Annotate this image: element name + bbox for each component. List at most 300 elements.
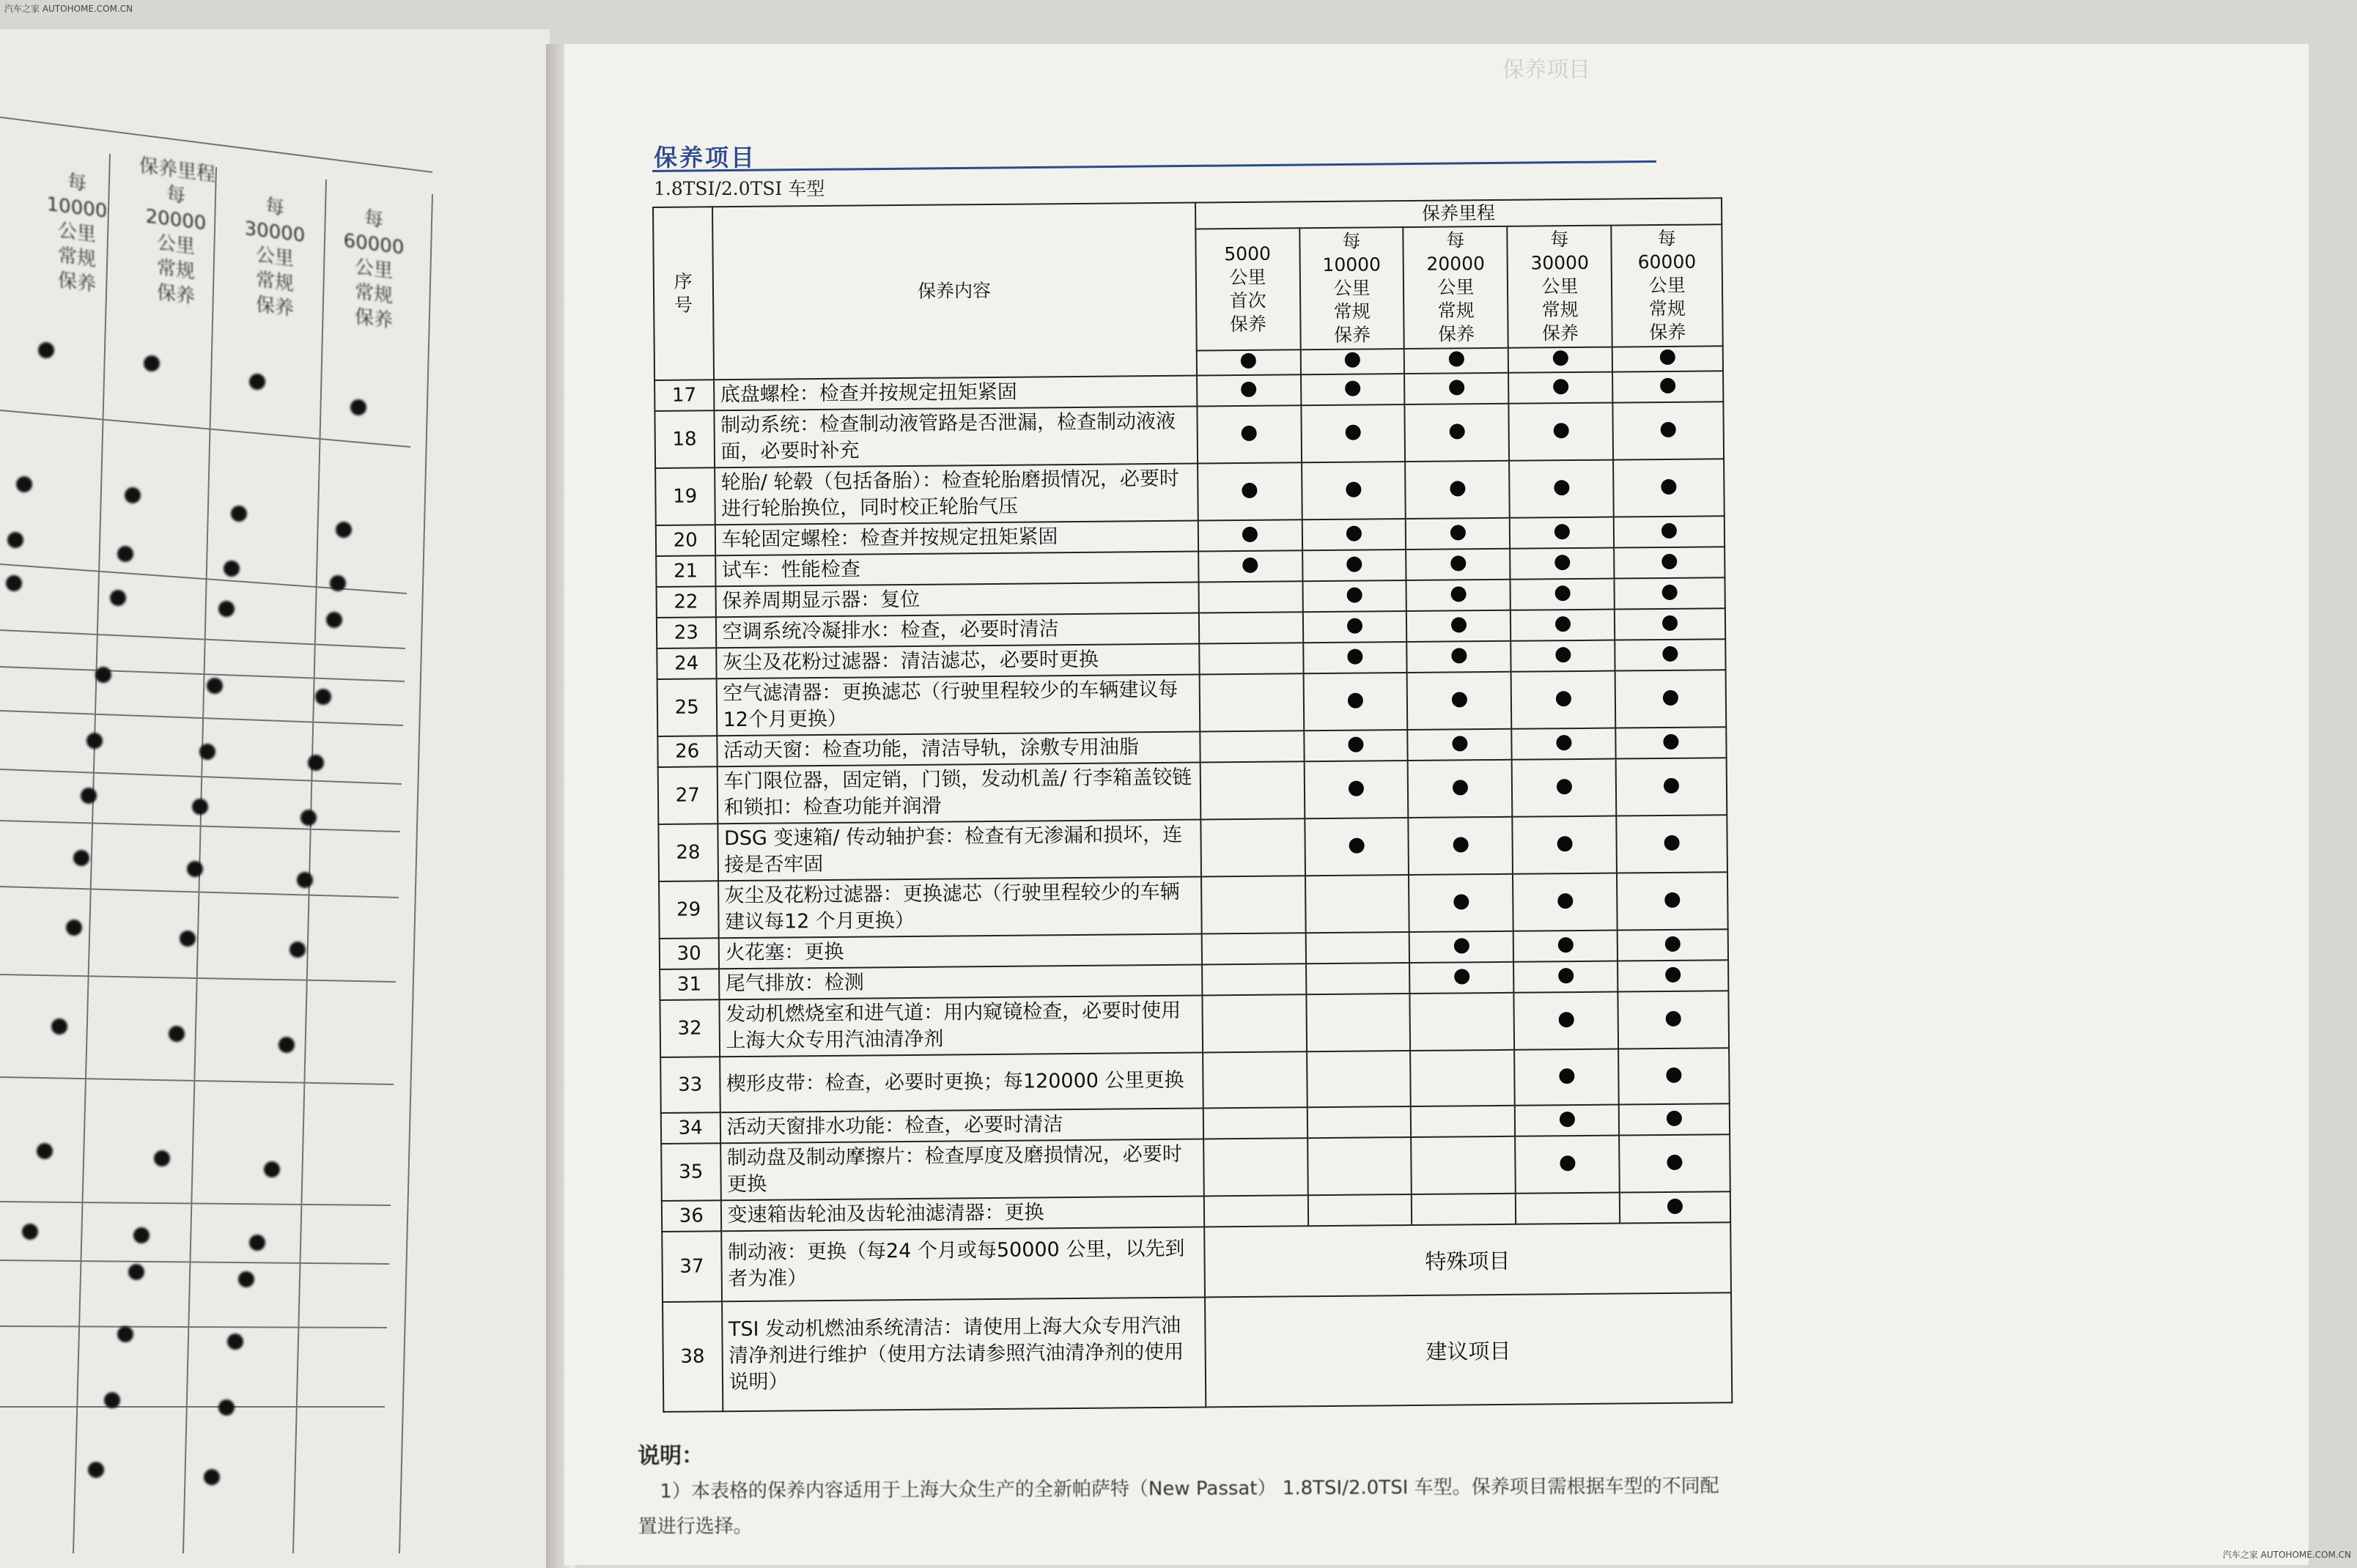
- mark-cell: [1515, 1105, 1619, 1136]
- row-note: 特殊项目: [1204, 1222, 1731, 1297]
- left-page-dot: [279, 1037, 295, 1053]
- mark-cell: [1304, 730, 1408, 761]
- mark-cell: [1617, 872, 1727, 930]
- bullet-mark-icon: [1345, 352, 1360, 368]
- row-content: 楔形皮带：检查，必要时更换；每120000 公里更换: [720, 1052, 1203, 1112]
- table-row: [654, 402, 1724, 468]
- mark-cell: [1613, 402, 1724, 459]
- bullet-mark-icon: [1558, 937, 1574, 953]
- left-page-dot: [51, 1018, 67, 1035]
- header-mark-cell: [1300, 349, 1404, 374]
- mark-cell: [1511, 671, 1616, 729]
- mark-cell: [1305, 818, 1409, 876]
- bullet-mark-icon: [1242, 526, 1258, 541]
- mark-cell: [1411, 1106, 1515, 1137]
- bullet-mark-icon: [1556, 735, 1571, 750]
- table-row: [660, 1048, 1730, 1113]
- left-page-dot: [88, 1462, 104, 1478]
- mark-cell: [1620, 1191, 1730, 1223]
- bullet-mark-icon: [1664, 733, 1679, 749]
- table-row: [657, 670, 1727, 736]
- left-page-dot: [7, 532, 23, 548]
- mark-cell: [1616, 727, 1727, 758]
- mark-cell: [1199, 673, 1304, 731]
- mark-cell: [1405, 373, 1509, 404]
- mark-cell: [1203, 1107, 1307, 1139]
- mark-cell: [1305, 932, 1409, 964]
- row-content: 车门限位器，固定销，门锁，发动机盖/ 行李箱盖铰链和锁扣：检查功能并润滑: [717, 763, 1200, 824]
- mark-cell: [1200, 731, 1304, 762]
- left-page-dot: [16, 476, 32, 492]
- bullet-mark-icon: [1242, 557, 1258, 572]
- left-page-dot: [207, 678, 223, 694]
- bullet-mark-icon: [1661, 478, 1676, 494]
- header-mark-cell: [1196, 350, 1300, 375]
- row-content: 发动机燃烧室和进气道：用内窥镜检查，必要时使用上海大众专用汽油清净剂: [719, 995, 1203, 1057]
- mark-cell: [1408, 729, 1512, 761]
- mark-cell: [1408, 760, 1513, 818]
- bullet-mark-icon: [1452, 736, 1467, 751]
- row-content: 火花塞：更换: [718, 933, 1201, 969]
- left-page-dot: [73, 850, 89, 866]
- mark-cell: [1410, 993, 1515, 1051]
- mark-cell: [1512, 759, 1617, 817]
- left-page-dot: [224, 561, 240, 577]
- bullet-mark-icon: [1454, 969, 1469, 984]
- row-content: 变速箱齿轮油及齿轮油滤清器：更换: [720, 1196, 1203, 1231]
- mark-cell: [1410, 962, 1514, 994]
- left-page-dot: [86, 733, 103, 749]
- bullet-mark-icon: [1241, 353, 1256, 369]
- mark-cell: [1511, 610, 1615, 641]
- mark-cell: [1198, 581, 1302, 613]
- bullet-mark-icon: [1560, 1155, 1575, 1171]
- maintenance-table-wrapper: [652, 197, 1733, 1417]
- bullet-mark-icon: [1348, 736, 1363, 752]
- row-number: 29: [659, 881, 718, 939]
- bullet-mark-icon: [1667, 1110, 1682, 1125]
- bullet-mark-icon: [1449, 380, 1464, 395]
- left-page-dot: [289, 942, 306, 958]
- row-number: 37: [662, 1231, 721, 1302]
- row-content: 活动天窗排水功能：检查，必要时清洁: [720, 1108, 1203, 1143]
- left-page-dot: [37, 1143, 53, 1159]
- bullet-mark-icon: [1667, 1067, 1682, 1082]
- header-mileage-group: 保养里程: [1195, 198, 1722, 229]
- left-page-dot: [249, 374, 265, 390]
- mark-cell: [1513, 931, 1618, 962]
- mark-cell: [1510, 460, 1615, 518]
- left-page-dot: [199, 744, 215, 760]
- maintenance-table: [652, 197, 1733, 1413]
- bullet-mark-icon: [1450, 555, 1466, 571]
- row-content: 车轮固定螺栓：检查并按规定扭矩紧固: [715, 521, 1198, 556]
- row-number: 20: [656, 525, 715, 556]
- mark-cell: [1405, 404, 1510, 462]
- left-page: [0, 29, 550, 1568]
- mark-cell: [1198, 462, 1302, 520]
- table-row: [658, 815, 1727, 881]
- left-page-dot: [218, 1399, 235, 1416]
- mark-cell: [1199, 643, 1303, 674]
- left-page-dot: [117, 1326, 133, 1342]
- mark-cell: [1409, 874, 1513, 932]
- mark-cell: [1612, 371, 1723, 402]
- mark-cell: [1303, 642, 1407, 673]
- left-page-dot: [350, 399, 366, 415]
- row-content: 空气滤清器：更换滤芯（行驶里程较少的车辆建议每12个月更换）: [716, 675, 1200, 736]
- row-content: 轮胎/ 轮毂（包括备胎）：检查轮胎磨损情况，必要时进行轮胎换位，同时校正轮胎气压: [715, 464, 1198, 525]
- row-number: 28: [658, 824, 718, 881]
- row-content: TSI 发动机燃油系统清洁：请使用上海大众专用汽油清净剂进行维护（使用方法请参照汽油清净剂的使用说明）: [722, 1297, 1206, 1411]
- header-content: 保养内容: [712, 203, 1197, 380]
- bullet-mark-icon: [1554, 524, 1570, 539]
- row-number: 17: [654, 380, 714, 411]
- mark-cell: [1618, 929, 1728, 961]
- bullet-mark-icon: [1554, 423, 1569, 438]
- row-number: 23: [657, 617, 716, 648]
- mark-cell: [1511, 579, 1615, 610]
- mark-cell: [1307, 1051, 1412, 1107]
- left-page-col: 每 10000 公里 常规 保养: [46, 171, 108, 297]
- row-content: 制动系统：检查制动液管路是否泄漏，检查制动液液面，必要时补充: [714, 407, 1198, 468]
- mark-cell: [1409, 931, 1513, 963]
- bullet-mark-icon: [1556, 691, 1571, 706]
- mark-cell: [1614, 516, 1725, 547]
- left-page-dot: [95, 667, 111, 683]
- left-page-dot: [192, 799, 208, 815]
- left-page-dot: [231, 506, 247, 522]
- row-number: 21: [656, 555, 715, 587]
- mark-cell: [1412, 1136, 1516, 1194]
- row-content: 灰尘及花粉过滤器：更换滤芯（行驶里程较少的车辆建议每12 个月更换）: [718, 877, 1202, 939]
- row-content: 空调系统冷凝排水：检查，必要时清洁: [715, 613, 1198, 648]
- mark-cell: [1618, 991, 1729, 1049]
- mark-cell: [1412, 1194, 1516, 1225]
- bullet-mark-icon: [1664, 835, 1680, 850]
- row-content: 底盘螺栓：检查并按规定扭矩紧固: [714, 376, 1197, 411]
- mark-cell: [1197, 374, 1301, 406]
- header-mark-cell: [1404, 348, 1508, 374]
- row-number: 24: [657, 648, 716, 679]
- left-page-dot: [187, 861, 203, 877]
- bullet-mark-icon: [1662, 615, 1678, 630]
- header-mileage-col: 每 60000 公里 常规 保养: [1612, 224, 1723, 347]
- bullet-mark-icon: [1560, 1112, 1575, 1127]
- bullet-mark-icon: [1241, 381, 1256, 396]
- bullet-mark-icon: [1451, 586, 1467, 602]
- bullet-mark-icon: [1554, 480, 1569, 495]
- mark-cell: [1302, 580, 1406, 612]
- bullet-mark-icon: [1553, 379, 1568, 394]
- bullet-mark-icon: [1559, 1012, 1574, 1027]
- mark-cell: [1201, 933, 1305, 964]
- mark-cell: [1306, 963, 1410, 994]
- mark-cell: [1198, 612, 1302, 643]
- left-page-dot: [6, 575, 22, 591]
- left-page-dot: [117, 546, 133, 562]
- bullet-mark-icon: [1662, 584, 1678, 599]
- mark-cell: [1302, 611, 1406, 643]
- mark-cell: [1513, 873, 1618, 931]
- header-mileage-col: 5000 公里 首次 保养: [1195, 228, 1300, 350]
- left-page-dot: [249, 1235, 265, 1251]
- header-mileage-col: 每 30000 公里 常规 保养: [1508, 226, 1612, 348]
- header-mileage-col: 每 10000 公里 常规 保养: [1299, 227, 1404, 350]
- bullet-mark-icon: [1557, 779, 1572, 794]
- left-page-col: 每 60000 公里 常规 保养: [343, 207, 405, 333]
- table-row: [660, 991, 1729, 1057]
- bullet-mark-icon: [1450, 424, 1465, 439]
- bullet-mark-icon: [1665, 936, 1681, 951]
- bullet-mark-icon: [1346, 525, 1362, 541]
- table-row: [661, 1134, 1730, 1201]
- left-page-dot: [326, 612, 342, 628]
- bullet-mark-icon: [1454, 938, 1469, 953]
- row-number: 35: [661, 1143, 720, 1201]
- running-head: 保养项目: [1502, 57, 1590, 83]
- mark-cell: [1615, 608, 1725, 640]
- mark-cell: [1516, 1136, 1620, 1194]
- bullet-mark-icon: [1453, 780, 1468, 795]
- bullet-mark-icon: [1347, 648, 1362, 664]
- mark-cell: [1303, 673, 1408, 731]
- bullet-mark-icon: [1665, 966, 1681, 982]
- row-content: 制动盘及制动摩擦片：检查厚度及磨损情况，必要时更换: [720, 1139, 1204, 1200]
- row-number: 36: [662, 1200, 721, 1232]
- left-page-dot: [22, 1224, 38, 1240]
- mark-cell: [1620, 1134, 1730, 1192]
- left-page-dot: [315, 689, 331, 705]
- row-content: 制动液：更换（每24 个月或每50000 公里，以先到者为准）: [721, 1227, 1205, 1301]
- mark-cell: [1515, 1049, 1620, 1106]
- bullet-mark-icon: [1347, 587, 1362, 602]
- footnote-text: 1）本表格的保养内容适用于上海大众生产的全新帕萨特（New Passat） 1.8TSI/2.0TSI 车型。保养项目需根据车型的不同配置进行选择。: [638, 1475, 1719, 1538]
- mark-cell: [1510, 517, 1614, 549]
- mark-cell: [1305, 875, 1410, 933]
- mark-cell: [1203, 1138, 1308, 1196]
- mark-cell: [1200, 818, 1305, 876]
- mark-cell: [1513, 816, 1618, 874]
- left-page-dot: [154, 1150, 170, 1166]
- bullet-mark-icon: [1554, 585, 1570, 601]
- mark-cell: [1406, 461, 1511, 519]
- row-note: 建议项目: [1205, 1293, 1733, 1407]
- mark-cell: [1198, 519, 1302, 551]
- bullet-mark-icon: [1347, 618, 1362, 633]
- mark-cell: [1306, 994, 1411, 1051]
- bullet-mark-icon: [1242, 482, 1257, 498]
- row-number: 19: [655, 467, 715, 525]
- mark-cell: [1407, 672, 1512, 730]
- bullet-mark-icon: [1557, 836, 1572, 851]
- mark-cell: [1203, 1195, 1307, 1227]
- bullet-mark-icon: [1450, 525, 1466, 540]
- bullet-mark-icon: [1661, 553, 1677, 569]
- mark-cell: [1514, 992, 1619, 1050]
- bullet-mark-icon: [1661, 421, 1676, 437]
- row-number: 18: [654, 410, 714, 468]
- header-mark-cell: [1508, 347, 1612, 373]
- row-number: 30: [660, 938, 719, 969]
- bullet-mark-icon: [1664, 892, 1680, 907]
- mark-cell: [1509, 403, 1614, 461]
- left-page-dot: [238, 1271, 254, 1287]
- mark-cell: [1508, 372, 1612, 404]
- row-content: 灰尘及花粉过滤器：清洁滤芯，必要时更换: [716, 644, 1199, 679]
- row-number: 32: [660, 999, 719, 1057]
- left-page-dot: [133, 1227, 150, 1243]
- left-page-col: 每 20000 公里 常规 保养: [145, 182, 207, 308]
- left-page-dot: [128, 1264, 144, 1280]
- left-page-dot: [66, 920, 82, 936]
- left-page-dot: [180, 931, 196, 947]
- mark-cell: [1197, 405, 1302, 463]
- mark-cell: [1512, 728, 1616, 760]
- row-number: 22: [657, 586, 716, 618]
- left-page-dot: [144, 355, 160, 371]
- mark-cell: [1619, 1103, 1730, 1135]
- mark-cell: [1406, 580, 1511, 611]
- bullet-mark-icon: [1346, 556, 1362, 572]
- bullet-mark-icon: [1449, 351, 1464, 366]
- mark-cell: [1516, 1193, 1620, 1224]
- left-page-dot: [81, 788, 97, 804]
- left-page-dot: [264, 1161, 280, 1177]
- mark-cell: [1615, 577, 1725, 609]
- row-number: 34: [661, 1112, 720, 1144]
- left-page-dot: [218, 601, 235, 617]
- mark-cell: [1511, 640, 1615, 672]
- bullet-mark-icon: [1451, 648, 1467, 663]
- table-row: [662, 1222, 1731, 1302]
- left-page-dot: [125, 487, 141, 503]
- table-row: [658, 758, 1727, 824]
- mark-cell: [1513, 961, 1618, 993]
- bullet-mark-icon: [1349, 837, 1365, 853]
- mark-cell: [1302, 519, 1406, 550]
- mark-cell: [1407, 641, 1511, 673]
- bullet-mark-icon: [1555, 647, 1571, 662]
- header-mark-cell: [1612, 346, 1723, 371]
- row-number: 38: [663, 1301, 723, 1412]
- mark-cell: [1202, 964, 1306, 995]
- row-content: 试车：性能检查: [715, 552, 1198, 587]
- mark-cell: [1411, 1050, 1516, 1106]
- mark-cell: [1302, 462, 1406, 519]
- mark-cell: [1406, 518, 1510, 550]
- row-number: 26: [657, 736, 717, 767]
- mark-cell: [1619, 1048, 1730, 1104]
- row-number: 27: [658, 766, 718, 824]
- row-number: 25: [657, 678, 717, 736]
- mark-cell: [1616, 758, 1727, 816]
- left-page-dot: [38, 342, 54, 358]
- table-row: [659, 872, 1728, 939]
- bullet-mark-icon: [1346, 424, 1361, 440]
- mark-cell: [1304, 761, 1409, 818]
- row-content: 保养周期显示器：复位: [715, 583, 1198, 618]
- header-mileage-col: 每 20000 公里 常规 保养: [1403, 226, 1508, 349]
- mark-cell: [1307, 1106, 1411, 1138]
- mark-cell: [1198, 550, 1302, 582]
- mark-cell: [1511, 548, 1615, 580]
- bullet-mark-icon: [1452, 692, 1467, 707]
- mark-cell: [1615, 639, 1726, 670]
- bullet-mark-icon: [1559, 1068, 1574, 1084]
- bullet-mark-icon: [1666, 1010, 1681, 1026]
- bullet-mark-icon: [1661, 522, 1677, 538]
- bullet-mark-icon: [1662, 646, 1678, 661]
- table-row: [655, 459, 1725, 525]
- model-label: 1.8TSI/2.0TSI 车型: [654, 178, 825, 199]
- left-page-group-header: 保养里程: [139, 155, 216, 187]
- mark-cell: [1203, 1051, 1307, 1108]
- row-content: 活动天窗：检查功能，清洁导轨，涂敷专用油脂: [717, 732, 1200, 767]
- left-page-dot: [104, 1392, 120, 1408]
- left-page-dot: [110, 590, 126, 606]
- table-row: [663, 1293, 1732, 1412]
- bullet-mark-icon: [1555, 616, 1571, 632]
- bullet-mark-icon: [1557, 893, 1573, 909]
- mark-cell: [1302, 550, 1406, 581]
- mark-cell: [1617, 815, 1727, 873]
- bullet-mark-icon: [1345, 380, 1360, 396]
- mark-cell: [1301, 404, 1406, 462]
- bullet-mark-icon: [1660, 350, 1675, 365]
- bullet-mark-icon: [1349, 780, 1364, 796]
- bullet-mark-icon: [1558, 968, 1574, 983]
- bullet-mark-icon: [1667, 1198, 1683, 1213]
- mark-cell: [1615, 547, 1725, 578]
- bullet-mark-icon: [1348, 692, 1363, 708]
- footnote-title: 说明：: [638, 1443, 704, 1469]
- bullet-mark-icon: [1451, 617, 1467, 632]
- header-seq: 序 号: [653, 207, 714, 380]
- bullet-mark-icon: [1664, 777, 1679, 793]
- left-page-dot: [227, 1334, 243, 1350]
- bullet-mark-icon: [1667, 1154, 1683, 1169]
- row-content: DSG 变速箱/ 传动轴护套：检查有无渗漏和损坏，连接是否牢固: [718, 820, 1201, 881]
- mark-cell: [1201, 876, 1306, 933]
- section-title: 保养项目: [654, 144, 757, 171]
- left-page-dot: [308, 755, 324, 771]
- mark-cell: [1301, 374, 1405, 405]
- left-page-dot: [300, 810, 317, 826]
- bullet-mark-icon: [1553, 350, 1568, 366]
- mark-cell: [1200, 761, 1305, 819]
- left-page-dot: [169, 1026, 185, 1042]
- bullet-mark-icon: [1554, 555, 1570, 570]
- row-number: 33: [660, 1057, 720, 1113]
- bullet-mark-icon: [1450, 481, 1465, 496]
- mark-cell: [1307, 1137, 1412, 1195]
- left-page-dot: [297, 872, 313, 888]
- mark-cell: [1202, 994, 1307, 1052]
- bullet-mark-icon: [1453, 894, 1469, 909]
- row-content: 尾气排放：检测: [719, 964, 1202, 999]
- left-page-dot: [204, 1469, 220, 1485]
- row-number: 31: [660, 969, 719, 1000]
- bullet-mark-icon: [1453, 837, 1469, 852]
- left-page-dot: [330, 575, 346, 591]
- footnote: [638, 1432, 1738, 1545]
- left-page-dot: [336, 522, 352, 538]
- left-page-col: 每 30000 公里 常规 保养: [244, 195, 306, 321]
- mark-cell: [1613, 459, 1724, 517]
- mark-cell: [1406, 610, 1511, 642]
- mark-cell: [1615, 670, 1726, 728]
